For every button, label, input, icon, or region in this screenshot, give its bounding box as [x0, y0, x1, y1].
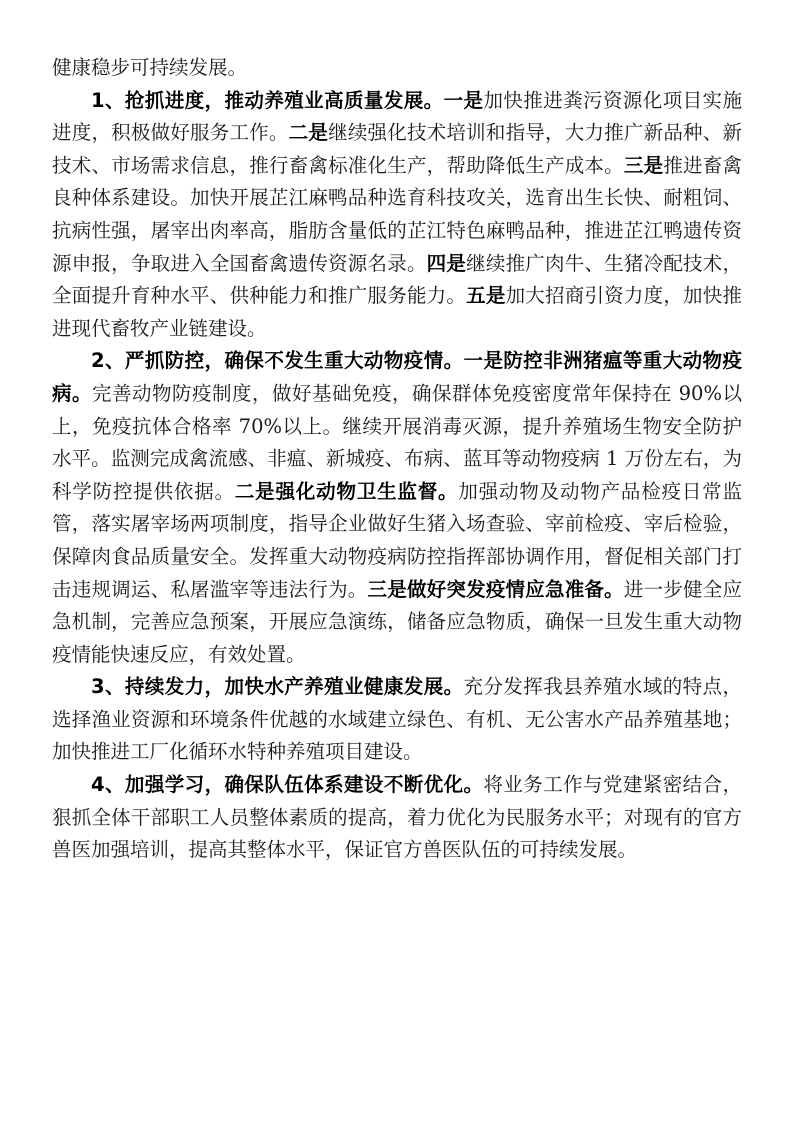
section-heading: 2、严抓防控，确保不发生重大动物疫情。 — [91, 349, 464, 373]
section-heading: 4、加强学习，确保队伍体系建设不断优化。 — [91, 773, 484, 797]
item-heading: 二是强化动物卫生监督。 — [234, 479, 459, 503]
text-segment: 继续强化技术培训和指导，大力推广新品种、新技术、市场需求信息，推行畜禽标准化生产，帮助降低生产成本。 — [52, 121, 742, 177]
text-segment: 充分发挥我县养殖水域的特点，选择渔业资源和环境条件优越的水域建立绿色、有机、无公害水产品养殖基地；加快推进工厂化循环水特种养殖项目建设。 — [52, 675, 742, 764]
text-segment: 加大招商引资力度，加快推进现代畜牧产业链建设。 — [52, 284, 742, 340]
section-heading: 1、抢抓进度，推动养殖业高质量发展。 — [91, 88, 444, 112]
paragraph-continuation — [52, 52, 742, 85]
paragraph-section-2 — [52, 345, 742, 671]
item-marker: 五是 — [466, 284, 506, 308]
text-segment: 加快推进粪污资源化项目实施进度，积极做好服务工作。 — [52, 88, 742, 145]
text-segment: 加强动物及动物产品检疫日常监管，落实屠宰场两项制度，指导企业做好生猪入场查验、宰前检疫、宰后检验，保障肉食品质量安全。发挥重大动物疫病防控指挥部协调作用，督促相关部门打击违规调运、私屠滥宰等违法行为。 — [52, 479, 742, 601]
item-marker: 一是 — [443, 88, 484, 112]
text-segment: 完善动物防疫制度，做好基础免疫，确保群体免疫密度常年保持在 90%以上，免疫抗体合格率 70%以上。继续开展消毒灭源，提升养殖场生物安全防护水平。监测完成禽流感、非瘟、新城疫、布病、蓝耳等动物疫病 1 万份左右，为科学防控提供依据。 — [52, 381, 742, 503]
paragraph-section-3 — [52, 671, 742, 769]
item-heading: 三是做好突发疫情应急准备。 — [367, 577, 624, 601]
text-segment: 健康稳步可持续发展。 — [52, 56, 248, 79]
text-segment: 继续推广肉牛、生猪冷配技术，全面提升育种水平、供种能力和推广服务能力。 — [52, 251, 742, 308]
text-segment: 推进畜禽良种体系建设。加快开展芷江麻鸭品种选育科技攻关，选育出生长快、耐粗饲、抗病性强，屠宰出肉率高，脂肪含量低的芷江特色麻鸭品种，推进芷江鸭遗传资源申报，争取进入全国畜禽遗传资源名录。 — [52, 153, 742, 275]
section-heading: 3、持续发力，加快水产养殖业健康发展。 — [91, 675, 464, 699]
text-segment: 进一步健全应急机制，完善应急预案，开展应急演练，储备应急物质，确保一旦发生重大动物疫情能快速反应，有效处置。 — [52, 577, 742, 666]
paragraph-section-1 — [52, 85, 742, 346]
item-heading: 一是防控非洲猪瘟等重大动物疫病。 — [52, 349, 742, 405]
paragraph-section-4 — [52, 769, 742, 867]
text-segment: 将业务工作与党建紧密结合，狠抓全体干部职工人员整体素质的提高，着力优化为民服务水平；对现有的官方兽医加强培训，提高其整体水平，保证官方兽医队伍的可持续发展。 — [52, 773, 742, 862]
item-marker: 三是 — [623, 153, 664, 177]
document-page — [52, 52, 742, 867]
item-marker: 四是 — [426, 251, 467, 275]
item-marker: 二是 — [288, 121, 329, 145]
